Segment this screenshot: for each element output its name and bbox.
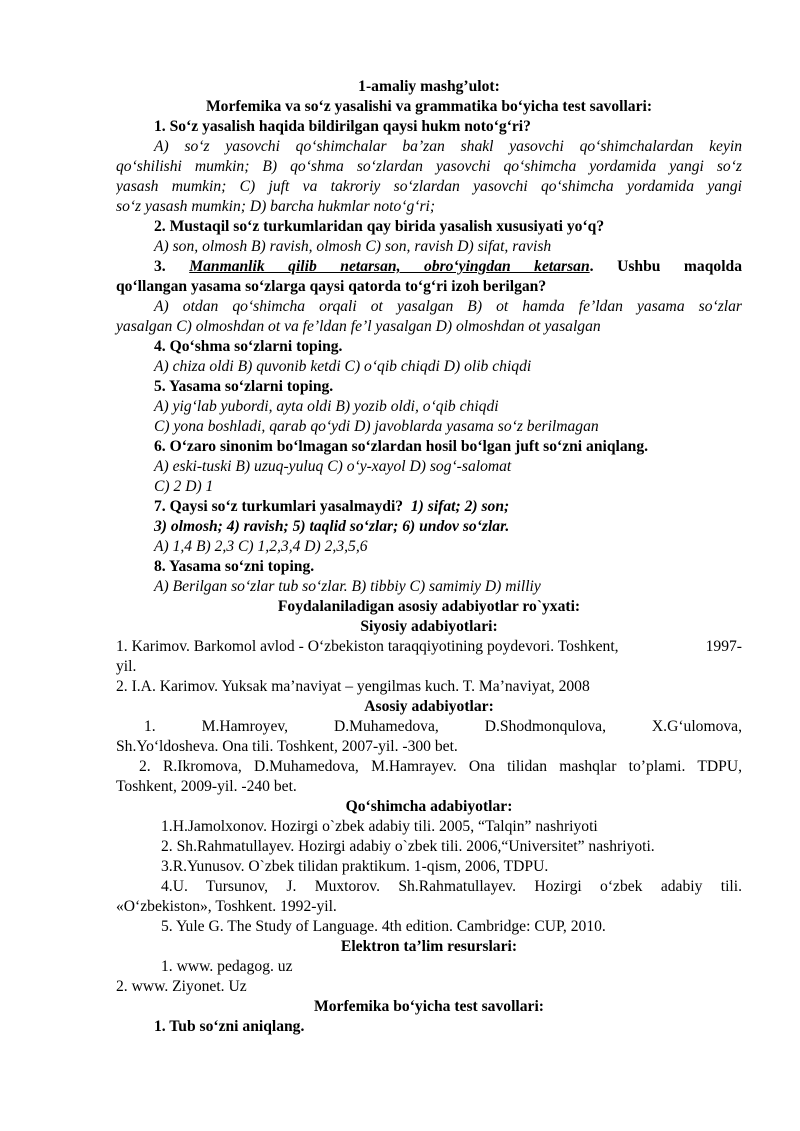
morphemics-heading: Morfemika bo‘yicha test savollari:: [314, 998, 544, 1015]
document-body: [116, 77, 742, 1037]
answer-1-line-1: A) so‘z yasovchi qo‘shimchalar ba’zan shakl yasovchi qo‘shimchalardan keyin: [154, 138, 742, 155]
question-6: 6. O‘zaro sinonim bo‘lmagan so‘zlardan hosil bo‘lgan juft so‘zni aniqlang.: [154, 438, 649, 455]
question-3-rest: . Ushbu maqolda: [589, 258, 742, 275]
question-7-line-2: 3) olmosh; 4) ravish; 5) taqlid so‘zlar; 6) undov so‘zlar.: [154, 518, 510, 535]
main-literature-item-2-cont: Toshkent, 2009-yil. -240 bet.: [116, 778, 297, 795]
main-item-1-author-3: D.Shodmonqulova,: [484, 718, 606, 735]
political-item-1-cont: yil.: [116, 658, 137, 675]
question-4: 4. Qo‘shma so‘zlarni toping.: [154, 338, 343, 355]
answer-1-line-4: so‘z yasash mumkin; D) barcha hukmlar noto‘g‘ri;: [116, 198, 436, 215]
answer-5-line-2: C) yona boshladi, qarab qo‘ydi D) javoblarda yasama so‘z berilmagan: [154, 418, 599, 435]
answer-1-line-2: qo‘shilishi mumkin; B) qo‘shma so‘zlardan yasovchi qo‘shimcha yordamida yangi so‘z: [116, 158, 742, 175]
main-item-1-number: 1.: [144, 718, 156, 735]
answer-1-line-3: yasash mumkin; C) juft va takroriy so‘zlardan yasovchi qo‘shimcha yordamida yangi: [116, 178, 742, 195]
question-7-tail: 1) sifat; 2) son;: [410, 498, 510, 515]
answer-5-line-1: A) yig‘lab yubordi, ayta oldi B) yozib oldi, o‘qib chiqdi: [154, 398, 499, 415]
extra-literature-item-2: 2. Sh.Rahmatullayev. Hozirgi adabiy o`zbek tili. 2006,“Universitet” nashriyoti.: [161, 838, 655, 855]
answer-3-line-2: yasalgan C) olmoshdan ot va fe’ldan fe’l yasalgan D) olmoshdan ot yasalgan: [116, 318, 601, 335]
question-3-line-1: [116, 257, 742, 277]
extra-literature-item-4: 4.U. Tursunov, J. Muxtorov. Sh.Rahmatullayev. Hozirgi o‘zbek adabiy tili.: [161, 878, 742, 895]
political-literature-heading: Siyosiy adabiyotlari:: [360, 618, 498, 635]
question-7-text: 7. Qaysi so‘z turkumlari yasalmaydi?: [154, 498, 404, 515]
morphemics-question-1: 1. Tub so‘zni aniqlang.: [154, 1018, 305, 1035]
question-8: 8. Yasama so‘zni toping.: [154, 558, 315, 575]
page-subtitle: Morfemika va so‘z yasalishi va grammatika bo‘yicha test savollari:: [205, 98, 653, 115]
question-7: [116, 497, 742, 517]
electronic-resource-1: 1. www. pedagog. uz: [161, 958, 293, 975]
political-item-2: 2. I.A. Karimov. Yuksak ma’naviyat – yengilmas kuch. T. Ma’naviyat, 2008: [116, 678, 590, 695]
political-item-1-year: 1997-: [705, 638, 742, 655]
extra-literature-item-5: 5. Yule G. The Study of Language. 4th edition. Cambridge: CUP, 2010.: [161, 918, 606, 935]
question-2: 2. Mustaqil so‘z turkumlaridan qay birida yasalish xususiyati yo‘q?: [154, 218, 605, 235]
extra-literature-heading: Qo‘shimcha adabiyotlar:: [345, 798, 513, 815]
answer-3-line-1: A) otdan qo‘shimcha orqali ot yasalgan B) ot hamda fe’ldan yasama so‘zlar: [154, 298, 742, 315]
page-title: 1-amaliy mashg’ulot:: [358, 78, 500, 95]
extra-literature-item-4-cont: «O‘zbekiston», Toshkent. 1992-yil.: [116, 898, 337, 915]
question-3-proverb: Manmanlik qilib netarsan, obro‘yingdan ketarsan: [189, 258, 590, 275]
question-5: 5. Yasama so‘zlarni toping.: [154, 378, 334, 395]
extra-literature-item-3: 3.R.Yunusov. O`zbek tilidan praktikum. 1-qism, 2006, TDPU.: [161, 858, 549, 875]
answer-6-line-1: A) eski-tuski B) uzuq-yuluq C) o‘y-xayol D) sog‘-salomat: [154, 458, 512, 475]
question-3-number: 3.: [154, 258, 166, 275]
answer-4: A) chiza oldi B) quvonib ketdi C) o‘qib chiqdi D) olib chiqdi: [154, 358, 532, 375]
main-item-1-author-2: D.Muhamedova,: [333, 718, 439, 735]
main-item-1-author-4: X.G‘ulomova,: [651, 718, 742, 735]
main-item-1-author-1: M.Hamroyev,: [201, 718, 289, 735]
main-literature-item-2: 2. R.Ikromova, D.Muhamedova, M.Hamrayev. Ona tilidan mashqlar to’plami. TDPU,: [139, 758, 742, 775]
main-literature-item-1-cont: Sh.Yo‘ldosheva. Ona tili. Toshkent, 2007-yil. -300 bet.: [116, 738, 458, 755]
electronic-resources-heading: Elektron ta’lim resurslari:: [340, 938, 518, 955]
question-1: 1. So‘z yasalish haqida bildirilgan qaysi hukm noto‘g‘ri?: [154, 118, 531, 135]
political-item-1: [116, 637, 742, 657]
main-literature-heading: Asosiy adabiyotlar:: [364, 698, 494, 715]
main-literature-item-1: [116, 717, 742, 737]
answer-8: A) Berilgan so‘zlar tub so‘zlar. B) tibbiy C) samimiy D) milliy: [154, 578, 541, 595]
answer-2: A) son, olmosh B) ravish, olmosh C) son, ravish D) sifat, ravish: [154, 238, 552, 255]
political-item-1-text: 1. Karimov. Barkomol avlod - O‘zbekiston taraqqiyotining poydevori. Toshkent,: [116, 638, 619, 655]
answer-6-line-2: C) 2 D) 1: [154, 478, 214, 495]
question-3-line-2: qo‘llangan yasama so‘zlarga qaysi qatorda to‘g‘ri izoh berilgan?: [116, 278, 547, 295]
electronic-resource-2: 2. www. Ziyonet. Uz: [116, 978, 247, 995]
answer-7: A) 1,4 B) 2,3 C) 1,2,3,4 D) 2,3,5,6: [154, 538, 368, 555]
literature-heading: Foydalaniladigan asosiy adabiyotlar ro`yxati:: [277, 598, 581, 615]
extra-literature-item-1: 1.H.Jamolxonov. Hozirgi o`zbek adabiy tili. 2005, “Talqin” nashriyoti: [161, 818, 598, 835]
